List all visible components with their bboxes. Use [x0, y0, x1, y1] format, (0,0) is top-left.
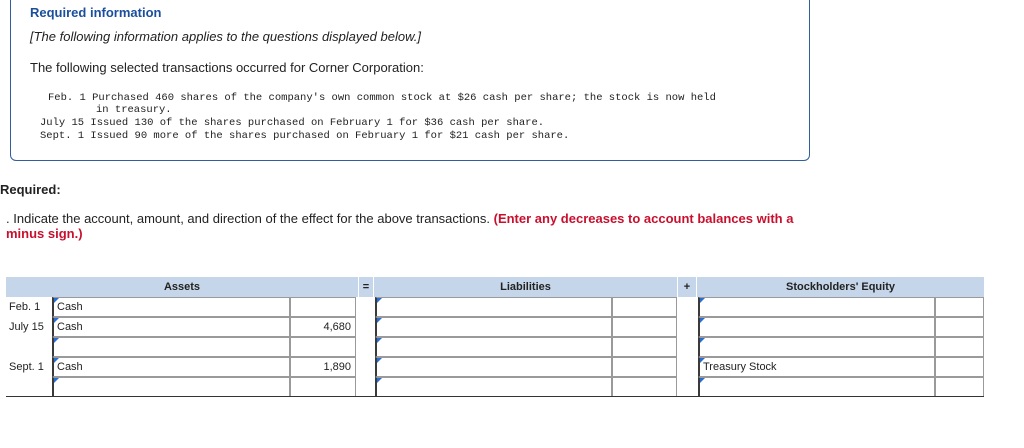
info-subtitle: [The following information applies to the questions displayed below.] — [30, 29, 421, 44]
instruction-body: Indicate the account, amount, and direction of the effect for the above transactions. — [13, 211, 490, 226]
instruction-text — [6, 211, 826, 241]
required-heading: Required: — [0, 182, 61, 197]
transaction-july15: July 15 Issued 130 of the shares purchased on February 1 for $36 cash per share. — [40, 117, 545, 129]
equity-amount-input[interactable] — [935, 317, 984, 337]
row-date-label: July 15 — [9, 321, 44, 333]
asset-account-select[interactable]: Cash — [52, 357, 290, 377]
asset-account-select[interactable]: Cash — [52, 297, 290, 317]
asset-account-select[interactable]: Cash — [52, 317, 290, 337]
asset-amount-input[interactable] — [290, 297, 356, 317]
equity-account-select[interactable]: Treasury Stock — [698, 357, 935, 377]
equity-amount-input[interactable] — [935, 357, 984, 377]
asset-amount-input[interactable] — [290, 337, 356, 357]
asset-amount-input[interactable]: 4,680 — [290, 317, 356, 337]
liability-account-select[interactable] — [375, 377, 612, 397]
liability-account-select[interactable] — [375, 357, 612, 377]
transaction-feb1-line1: Feb. 1 Purchased 460 shares of the company's own common stock at $26 cash per share; the stock is now held — [48, 92, 716, 104]
asset-amount-input[interactable]: 1,890 — [290, 357, 356, 377]
equals-sign: = — [359, 277, 373, 297]
transaction-sept1: Sept. 1 Issued 90 more of the shares purchased on February 1 for $21 cash per share. — [40, 130, 570, 142]
liability-amount-input[interactable] — [612, 337, 677, 357]
assets-header: Assets — [6, 277, 358, 297]
instruction-bullet: . — [6, 211, 10, 226]
plus-sign: + — [678, 277, 696, 297]
liability-amount-input[interactable] — [612, 377, 677, 397]
stockholders-equity-header: Stockholders' Equity — [697, 277, 984, 297]
liability-amount-input[interactable] — [612, 297, 677, 317]
equity-amount-input[interactable] — [935, 377, 984, 397]
table-bottom-border — [6, 396, 984, 397]
info-lead: The following selected transactions occurred for Corner Corporation: — [30, 60, 424, 75]
liability-account-select[interactable] — [375, 297, 612, 317]
row-date-label: Sept. 1 — [9, 361, 44, 373]
equity-account-select[interactable] — [698, 377, 935, 397]
row-date-label: Feb. 1 — [9, 301, 41, 313]
liability-amount-input[interactable] — [612, 357, 677, 377]
equity-amount-input[interactable] — [935, 297, 984, 317]
liability-amount-input[interactable] — [612, 317, 677, 337]
equity-amount-input[interactable] — [935, 337, 984, 357]
asset-account-select[interactable] — [52, 377, 290, 397]
asset-amount-input[interactable] — [290, 377, 356, 397]
liability-account-select[interactable] — [375, 337, 612, 357]
equity-account-select[interactable] — [698, 297, 935, 317]
liability-account-select[interactable] — [375, 317, 612, 337]
transaction-feb1-line2: in treasury. — [96, 104, 172, 116]
info-title: Required information — [30, 5, 162, 20]
liabilities-header: Liabilities — [374, 277, 677, 297]
equity-account-select[interactable] — [698, 337, 935, 357]
equity-account-select[interactable] — [698, 317, 935, 337]
instruction-note: (Enter any decreases to account balances with a minus sign.) — [6, 211, 794, 241]
asset-account-select[interactable] — [52, 337, 290, 357]
